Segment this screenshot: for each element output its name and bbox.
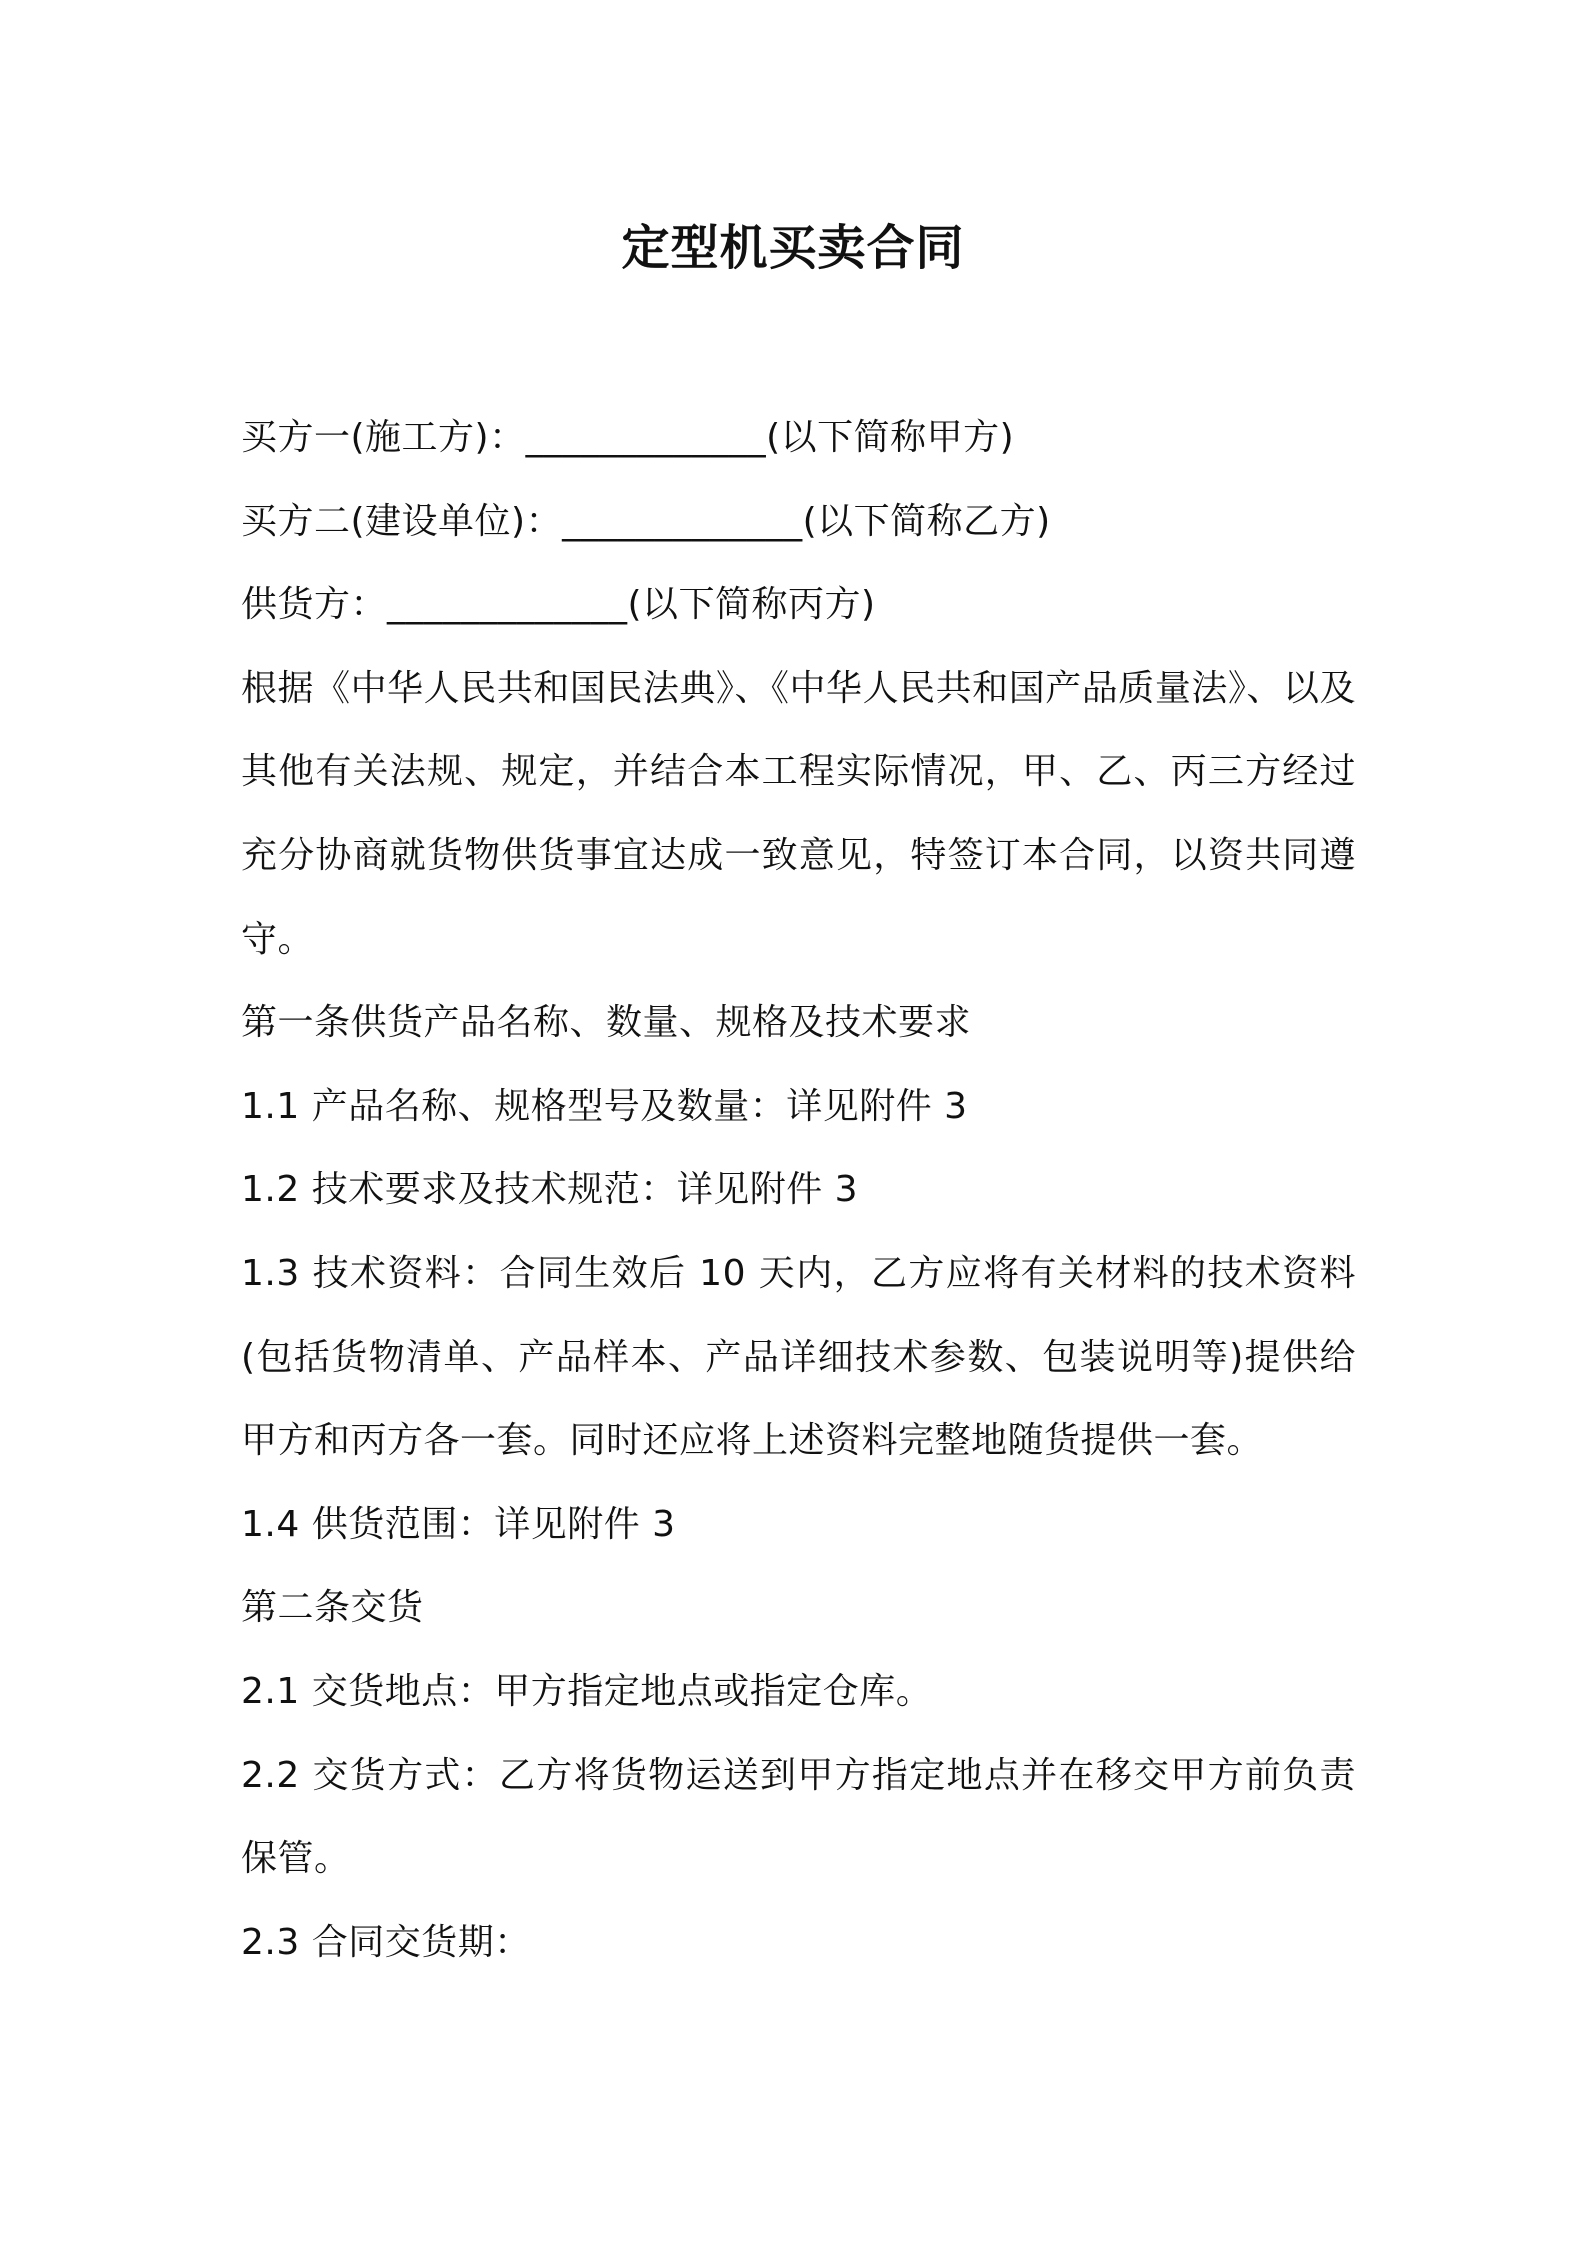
document-title: 定型机买卖合同 — [621, 220, 965, 276]
preamble-paragraph: 根据《中华人民共和国民法典》、《中华人民共和国产品质量法》、以及其他有关法规、规定，并结合本工程实际情况，甲、乙、丙三方经过充分协商就货物供货事宜达成一致意见，特签订本合同，以资共同遵守。 — [241, 667, 1356, 960]
clause-2-2: 2.2 交货方式：乙方将货物运送到甲方指定地点并在移交甲方前负责保管。 — [241, 1754, 1356, 1880]
article-two-heading: 第二条交货 — [241, 1587, 424, 1629]
clause-2-3: 2.3 合同交货期： — [241, 1921, 531, 1963]
clause-1-1: 1.1 产品名称、规格型号及数量：详见附件 3 — [241, 1085, 968, 1127]
document-body — [241, 396, 1356, 1984]
supplier-line: 供货方：_____________(以下简称丙方) — [241, 584, 876, 626]
article-one-heading: 第一条供货产品名称、数量、规格及技术要求 — [241, 1002, 972, 1044]
buyer-two-line: 买方二(建设单位)：_____________(以下简称乙方) — [241, 500, 1051, 542]
clause-1-2: 1.2 技术要求及技术规范：详见附件 3 — [241, 1169, 859, 1211]
clause-2-1: 2.1 交货地点：甲方指定地点或指定仓库。 — [241, 1670, 933, 1712]
clause-1-3: 1.3 技术资料：合同生效后 10 天内，乙方应将有关材料的技术资料(包括货物清单、产品样本、产品详细技术参数、包装说明等)提供给甲方和丙方各一套。同时还应将上述资料完整地随货提供一套。 — [241, 1252, 1356, 1462]
buyer-one-line: 买方一(施工方)：_____________(以下简称甲方) — [241, 417, 1015, 458]
clause-1-4: 1.4 供货范围：详见附件 3 — [241, 1503, 676, 1545]
